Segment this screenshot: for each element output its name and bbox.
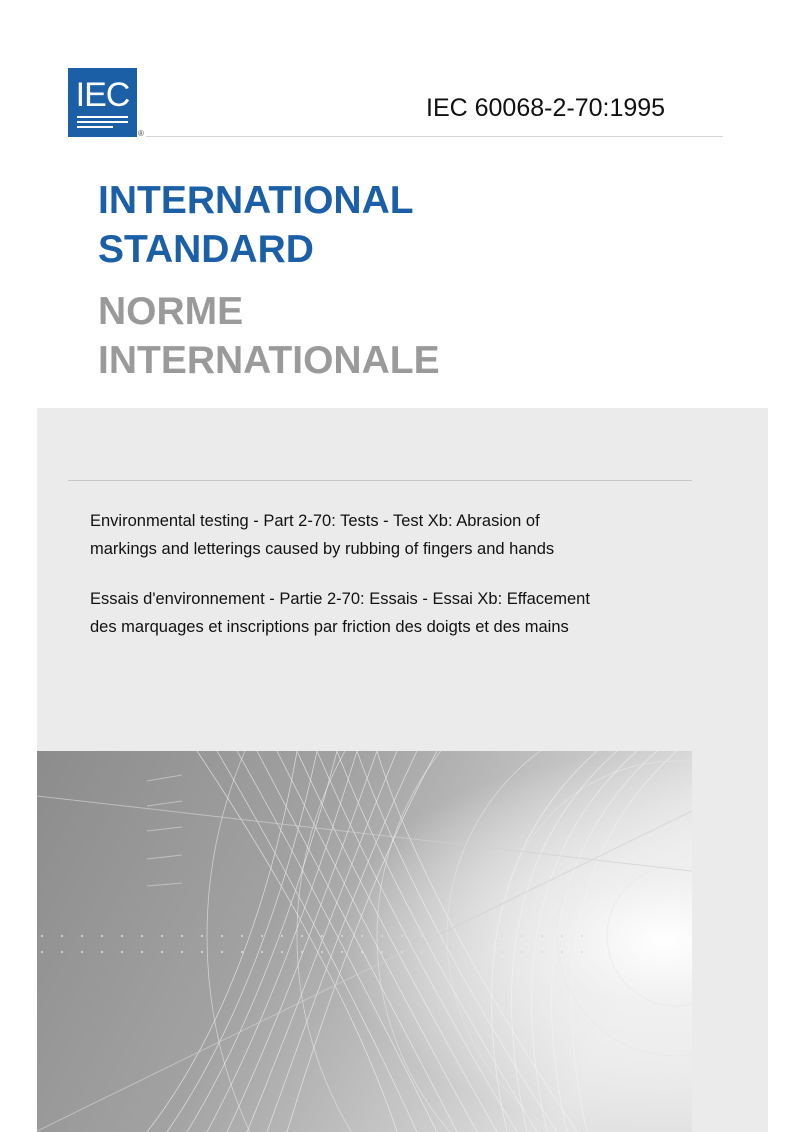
- description-french-line1: Essais d'environnement - Partie 2-70: Essais - Essai Xb: Effacement: [90, 590, 590, 608]
- logo-line: [77, 126, 113, 128]
- title-english-line2: STANDARD: [98, 228, 314, 271]
- title-english-line1: INTERNATIONAL: [98, 179, 414, 222]
- panel-divider: [68, 480, 692, 481]
- description-french-line2: des marquages et inscriptions par friction des doigts et des mains: [90, 618, 569, 636]
- logo-line: [77, 121, 128, 123]
- registered-mark: ®: [138, 129, 144, 138]
- title-french-line1: NORME: [98, 290, 244, 333]
- standard-number: IEC 60068-2-70:1995: [426, 94, 666, 122]
- title-french-line2: INTERNATIONALE: [98, 339, 440, 382]
- title-english: [98, 176, 414, 274]
- decorative-artwork: [37, 751, 692, 1132]
- header-divider: [146, 136, 723, 137]
- description-english-line2: markings and letterings caused by rubbing of fingers and hands: [90, 540, 555, 558]
- logo-line: [77, 116, 128, 118]
- description-english: [90, 507, 650, 563]
- iec-logo: [68, 68, 137, 137]
- abstract-curves-graphic: [37, 751, 692, 1132]
- title-french: [98, 287, 440, 385]
- description-french: [90, 585, 650, 641]
- description-english-line1: Environmental testing - Part 2-70: Tests - Test Xb: Abrasion of: [90, 512, 540, 530]
- logo-text: IEC: [75, 76, 130, 114]
